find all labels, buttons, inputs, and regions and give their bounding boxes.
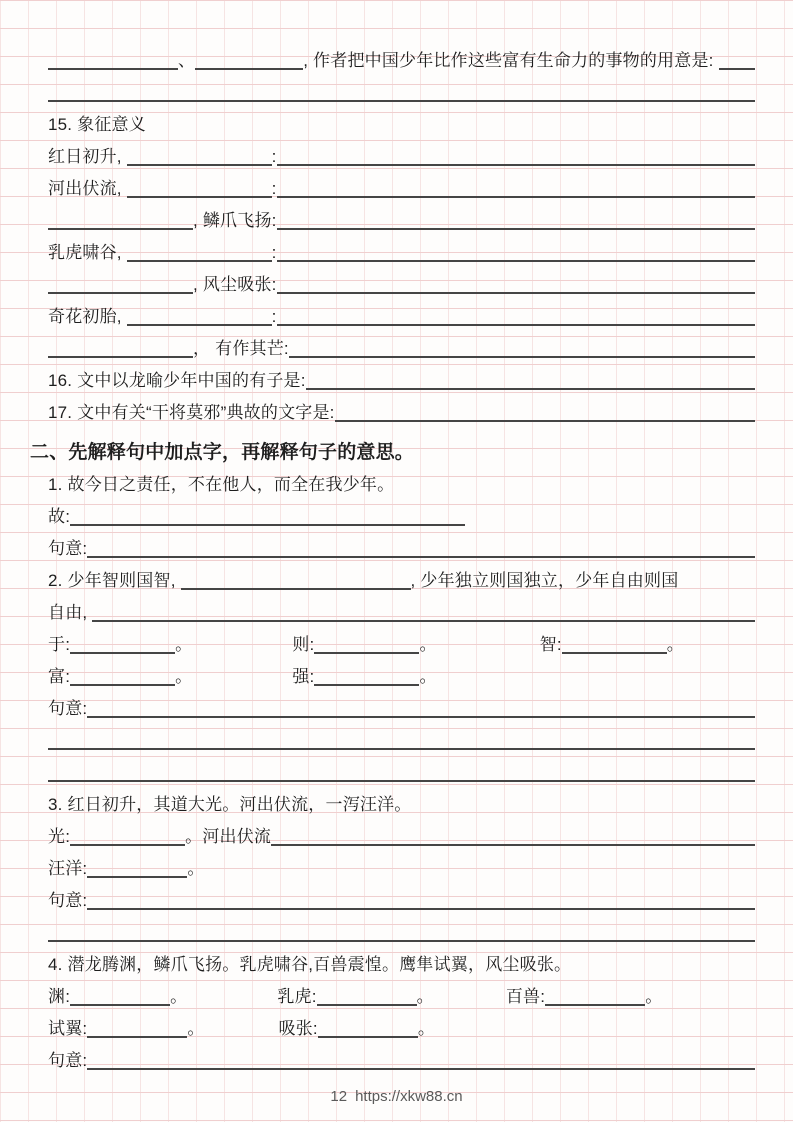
line-q15-heading: [48, 108, 755, 140]
blank-underline: [87, 1036, 187, 1038]
blank-underline: [87, 556, 755, 558]
line-s2-q4: [48, 948, 755, 980]
line-q14-tail: [48, 44, 755, 76]
blank-underline: [127, 260, 272, 262]
text-run: 句意:: [48, 891, 88, 910]
line-q15-item-7: [48, 332, 755, 364]
text-run: 吸张:: [278, 1019, 318, 1038]
blank-underline: [70, 684, 175, 686]
blank-underline: [92, 620, 755, 622]
text-run: 自由,: [48, 603, 93, 622]
line-q14-continuation: [48, 76, 755, 108]
line-q15-item-6: [48, 300, 755, 332]
line-q15-item-5: [48, 268, 755, 300]
text-run: , 作者把中国少年比作这些富有生命力的事物的用意是:: [303, 51, 719, 70]
text-run: 智:: [539, 635, 562, 654]
line-s2-q3: [48, 788, 755, 820]
text-run: 句意:: [48, 1051, 88, 1070]
text-run: ， 有作其芒:: [193, 339, 289, 358]
blank-underline: [289, 356, 755, 358]
text-run: 。: [187, 859, 205, 878]
blank-underline: [87, 876, 187, 878]
text-run: 。: [666, 635, 684, 654]
text-run: 句意:: [48, 699, 88, 718]
text-run: 乳虎:: [277, 987, 317, 1006]
blank-underline: [127, 324, 272, 326]
blank-underline: [719, 68, 756, 70]
line-s2-q2: [48, 564, 755, 596]
text-run: 4. 潜龙腾渊，鳞爪飞扬。乳虎啸谷,百兽震惶。鹰隼试翼，风尘吸张。: [48, 955, 572, 974]
blank-underline: [48, 292, 193, 294]
blank-underline: [318, 1036, 418, 1038]
blank-underline: [48, 748, 755, 750]
blank-underline: [87, 908, 755, 910]
text-run: , 少年独立则国独立，少年自由则国: [410, 571, 679, 590]
blank-underline: [127, 196, 272, 198]
text-run: :: [271, 179, 277, 198]
text-run: 2. 少年智则国智,: [48, 571, 181, 590]
page-number: 12: [330, 1087, 348, 1105]
text-run: 试翼:: [48, 1019, 88, 1038]
blank-underline: [48, 940, 755, 942]
line-s2-q3-continuation: [48, 916, 755, 948]
text-run: 、: [178, 51, 196, 70]
line-s2-q4-terms-1: [48, 980, 755, 1012]
text-run: 句意:: [48, 539, 88, 558]
text-run: 。: [187, 1019, 205, 1038]
text-run: 百兽:: [505, 987, 546, 1006]
text-run: 光:: [48, 827, 71, 846]
text-run: 17. 文中有关“干将莫邪”典故的文字是:: [48, 403, 335, 422]
text-run: :: [271, 147, 277, 166]
line-q15-item-4: [48, 236, 755, 268]
line-s2-q3-juyi: [48, 884, 755, 916]
line-q15-item-3: [48, 204, 755, 236]
line-q17: [48, 396, 755, 428]
blank-underline: [70, 844, 185, 846]
blank-underline: [48, 228, 193, 230]
text-run: 。: [170, 987, 188, 1006]
blank-underline: [277, 260, 755, 262]
text-run: 。河出伏流: [185, 827, 272, 846]
blank-underline: [277, 196, 755, 198]
line-s2-q2-juyi: [48, 692, 755, 724]
blank-underline: [314, 684, 419, 686]
text-run: 二、先解释句中加点字，再解释句子的意思。: [30, 442, 415, 463]
text-run: , 风尘吸张:: [193, 275, 277, 294]
line-q15-item-1: [48, 140, 755, 172]
text-run: :: [271, 243, 277, 262]
text-run: , 鳞爪飞扬:: [193, 211, 277, 230]
blank-underline: [277, 228, 755, 230]
text-run: 。: [417, 1019, 436, 1038]
text-run: 16. 文中以龙喻少年中国的有子是:: [48, 371, 306, 390]
text-run: 。: [416, 987, 434, 1006]
blank-underline: [306, 388, 755, 390]
text-run: 。: [419, 667, 437, 686]
blank-underline: [314, 652, 419, 654]
text-run: 。: [645, 987, 663, 1006]
worksheet-body: [30, 44, 755, 1076]
line-q16: [48, 364, 755, 396]
text-run: 渊:: [48, 987, 71, 1006]
text-run: 。: [175, 635, 193, 654]
line-s2-q2-terms-1: [48, 628, 755, 660]
blank-underline: [562, 652, 667, 654]
blank-underline: [48, 100, 755, 102]
blank-underline: [48, 68, 178, 70]
page-footer: [38, 1080, 755, 1112]
blank-underline: [127, 164, 272, 166]
line-s2-q2-continuation-1: [48, 724, 755, 756]
blank-underline: [545, 1004, 645, 1006]
line-s2-q4-terms-2: [48, 1012, 755, 1044]
blank-underline: [48, 356, 193, 358]
text-run: 3. 红日初升，其道大光。河出伏流，一泻汪洋。: [48, 795, 412, 814]
text-run: 乳虎啸谷,: [48, 243, 127, 262]
text-run: 于:: [48, 635, 71, 654]
line-section-2-heading: [30, 432, 755, 468]
text-run: 15. 象征意义: [48, 115, 146, 134]
blank-underline: [317, 1004, 417, 1006]
line-s2-q1-gu: [48, 500, 755, 532]
line-s2-q1: [48, 468, 755, 500]
blank-underline: [271, 844, 755, 846]
text-run: 则:: [292, 635, 315, 654]
line-s2-q1-juyi: [48, 532, 755, 564]
line-s2-q2-terms-2: [48, 660, 755, 692]
text-run: 。: [419, 635, 437, 654]
blank-underline: [181, 588, 411, 590]
blank-underline: [277, 164, 755, 166]
blank-underline: [277, 292, 755, 294]
line-s2-q3-wangyang: [48, 852, 755, 884]
text-run: 河出伏流,: [48, 179, 127, 198]
text-run: 1. 故今日之责任，不在他人，而全在我少年。: [48, 475, 395, 494]
blank-underline: [277, 324, 755, 326]
line-s2-q2-continuation-2: [48, 756, 755, 788]
text-run: 红日初升,: [48, 147, 127, 166]
text-run: 故:: [48, 507, 71, 526]
text-run: :: [271, 307, 277, 326]
line-q15-item-2: [48, 172, 755, 204]
blank-underline: [87, 716, 755, 718]
blank-underline: [195, 68, 303, 70]
line-s2-q2-wrap: [48, 596, 755, 628]
text-run: 汪洋:: [48, 859, 88, 878]
text-run: 奇花初胎,: [48, 307, 127, 326]
blank-underline: [70, 1004, 170, 1006]
blank-underline: [335, 420, 755, 422]
blank-underline: [87, 1068, 755, 1070]
text-run: 。: [175, 667, 193, 686]
text-run: 强:: [292, 667, 315, 686]
line-s2-q3-guang: [48, 820, 755, 852]
blank-underline: [70, 524, 465, 526]
blank-underline: [48, 780, 755, 782]
line-s2-q4-juyi: [48, 1044, 755, 1076]
text-run: 富:: [48, 667, 71, 686]
footer-url: https://xkw88.cn: [355, 1087, 463, 1105]
blank-underline: [70, 652, 175, 654]
